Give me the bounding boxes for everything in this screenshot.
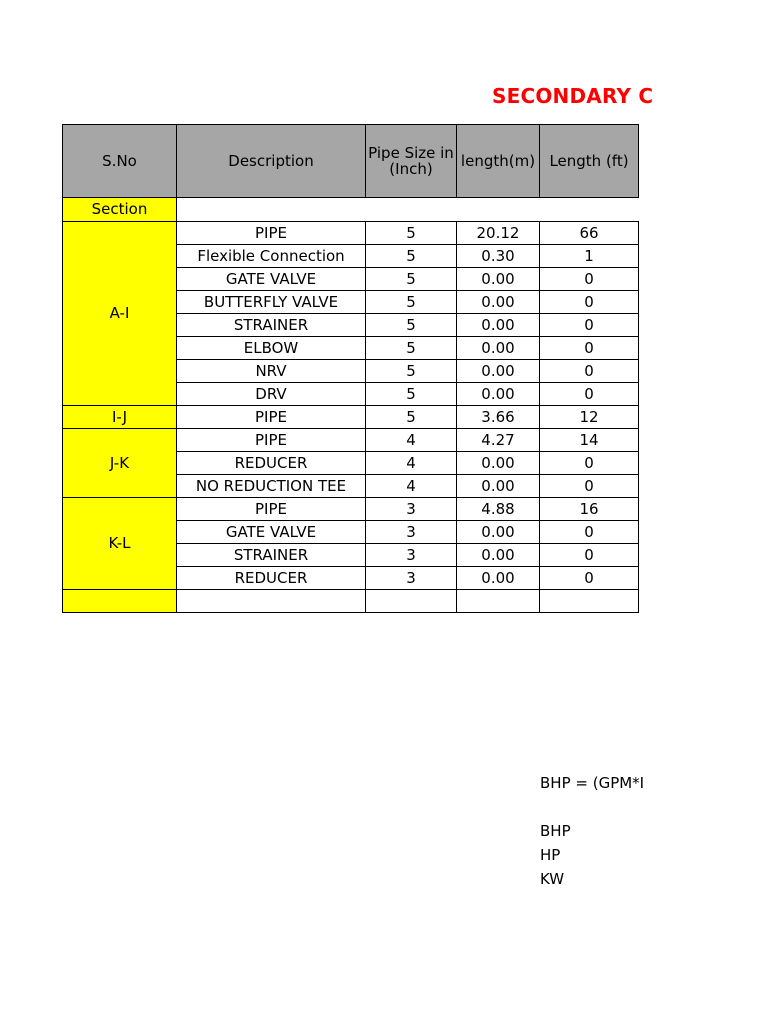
table-row xyxy=(63,222,639,245)
description-cell[interactable]: PIPE xyxy=(177,406,366,429)
length-m-cell[interactable]: 0.00 xyxy=(457,360,540,383)
pipe-size-cell[interactable]: 5 xyxy=(366,360,457,383)
length-ft-cell[interactable]: 0 xyxy=(540,337,639,360)
pipe-size-cell[interactable]: 5 xyxy=(366,222,457,245)
empty-section-cell[interactable] xyxy=(63,590,177,613)
pipe-size-cell[interactable]: 3 xyxy=(366,544,457,567)
description-cell[interactable]: REDUCER xyxy=(177,567,366,590)
length-ft-cell[interactable]: 0 xyxy=(540,521,639,544)
table-row-empty xyxy=(63,590,639,613)
hp-label: HP xyxy=(540,846,561,864)
section-cell-a-i[interactable]: A-I xyxy=(63,222,177,406)
length-ft-cell[interactable]: 0 xyxy=(540,360,639,383)
pipe-size-cell[interactable]: 4 xyxy=(366,475,457,498)
length-m-cell[interactable]: 0.00 xyxy=(457,544,540,567)
description-cell[interactable]: NRV xyxy=(177,360,366,383)
section-label-row xyxy=(63,198,639,222)
pipe-size-cell[interactable]: 5 xyxy=(366,337,457,360)
table-header-row xyxy=(63,125,639,198)
description-cell[interactable]: BUTTERFLY VALVE xyxy=(177,291,366,314)
description-cell[interactable]: STRAINER xyxy=(177,544,366,567)
length-ft-cell[interactable]: 12 xyxy=(540,406,639,429)
length-ft-cell[interactable]: 0 xyxy=(540,268,639,291)
pipe-size-cell[interactable]: 4 xyxy=(366,452,457,475)
header-description[interactable]: Description xyxy=(177,125,366,198)
sheet-title: SECONDARY C xyxy=(492,84,654,108)
length-m-cell[interactable]: 0.30 xyxy=(457,245,540,268)
empty-cell[interactable] xyxy=(457,590,540,613)
pipe-size-cell[interactable]: 5 xyxy=(366,314,457,337)
pipe-size-cell[interactable]: 4 xyxy=(366,429,457,452)
length-m-cell[interactable]: 3.66 xyxy=(457,406,540,429)
length-ft-cell[interactable]: 66 xyxy=(540,222,639,245)
table-row xyxy=(63,498,639,521)
header-sno[interactable]: S.No xyxy=(63,125,177,198)
table-row xyxy=(63,429,639,452)
pipe-size-cell[interactable]: 3 xyxy=(366,567,457,590)
description-cell[interactable]: REDUCER xyxy=(177,452,366,475)
length-ft-cell[interactable]: 0 xyxy=(540,544,639,567)
kw-label: KW xyxy=(540,870,565,888)
length-ft-cell[interactable]: 0 xyxy=(540,475,639,498)
empty-cell[interactable] xyxy=(177,198,639,222)
length-m-cell[interactable]: 0.00 xyxy=(457,521,540,544)
section-cell-k-l[interactable]: K-L xyxy=(63,498,177,590)
section-cell-i-j[interactable]: I-J xyxy=(63,406,177,429)
length-ft-cell[interactable]: 0 xyxy=(540,383,639,406)
pipe-size-cell[interactable]: 3 xyxy=(366,498,457,521)
length-m-cell[interactable]: 20.12 xyxy=(457,222,540,245)
description-cell[interactable]: PIPE xyxy=(177,498,366,521)
description-cell[interactable]: ELBOW xyxy=(177,337,366,360)
length-ft-cell[interactable]: 16 xyxy=(540,498,639,521)
empty-cell[interactable] xyxy=(177,590,366,613)
length-m-cell[interactable]: 0.00 xyxy=(457,337,540,360)
bhp-label: BHP xyxy=(540,822,571,840)
pipe-length-table xyxy=(62,124,639,613)
pipe-size-cell[interactable]: 5 xyxy=(366,268,457,291)
length-ft-cell[interactable]: 0 xyxy=(540,567,639,590)
length-m-cell[interactable]: 0.00 xyxy=(457,452,540,475)
length-m-cell[interactable]: 0.00 xyxy=(457,291,540,314)
description-cell[interactable]: PIPE xyxy=(177,222,366,245)
header-pipe-size[interactable]: Pipe Size in (Inch) xyxy=(366,125,457,198)
header-length-m[interactable]: length(m) xyxy=(457,125,540,198)
description-cell[interactable]: DRV xyxy=(177,383,366,406)
empty-cell[interactable] xyxy=(540,590,639,613)
length-ft-cell[interactable]: 0 xyxy=(540,452,639,475)
section-label-cell[interactable]: Section xyxy=(63,198,177,222)
description-cell[interactable]: NO REDUCTION TEE xyxy=(177,475,366,498)
description-cell[interactable]: Flexible Connection xyxy=(177,245,366,268)
length-m-cell[interactable]: 0.00 xyxy=(457,383,540,406)
empty-cell[interactable] xyxy=(366,590,457,613)
description-cell[interactable]: STRAINER xyxy=(177,314,366,337)
length-m-cell[interactable]: 0.00 xyxy=(457,567,540,590)
length-ft-cell[interactable]: 1 xyxy=(540,245,639,268)
length-m-cell[interactable]: 0.00 xyxy=(457,314,540,337)
pipe-size-cell[interactable]: 3 xyxy=(366,521,457,544)
header-length-ft[interactable]: Length (ft) xyxy=(540,125,639,198)
length-ft-cell[interactable]: 0 xyxy=(540,291,639,314)
length-m-cell[interactable]: 0.00 xyxy=(457,268,540,291)
description-cell[interactable]: GATE VALVE xyxy=(177,268,366,291)
section-cell-j-k[interactable]: J-K xyxy=(63,429,177,498)
length-m-cell[interactable]: 4.88 xyxy=(457,498,540,521)
bhp-formula: BHP = (GPM*I xyxy=(540,774,645,792)
description-cell[interactable]: PIPE xyxy=(177,429,366,452)
length-ft-cell[interactable]: 0 xyxy=(540,314,639,337)
length-m-cell[interactable]: 0.00 xyxy=(457,475,540,498)
table-row xyxy=(63,406,639,429)
description-cell[interactable]: GATE VALVE xyxy=(177,521,366,544)
length-ft-cell[interactable]: 14 xyxy=(540,429,639,452)
pipe-size-cell[interactable]: 5 xyxy=(366,383,457,406)
pipe-size-cell[interactable]: 5 xyxy=(366,406,457,429)
pipe-size-cell[interactable]: 5 xyxy=(366,291,457,314)
length-m-cell[interactable]: 4.27 xyxy=(457,429,540,452)
pipe-size-cell[interactable]: 5 xyxy=(366,245,457,268)
